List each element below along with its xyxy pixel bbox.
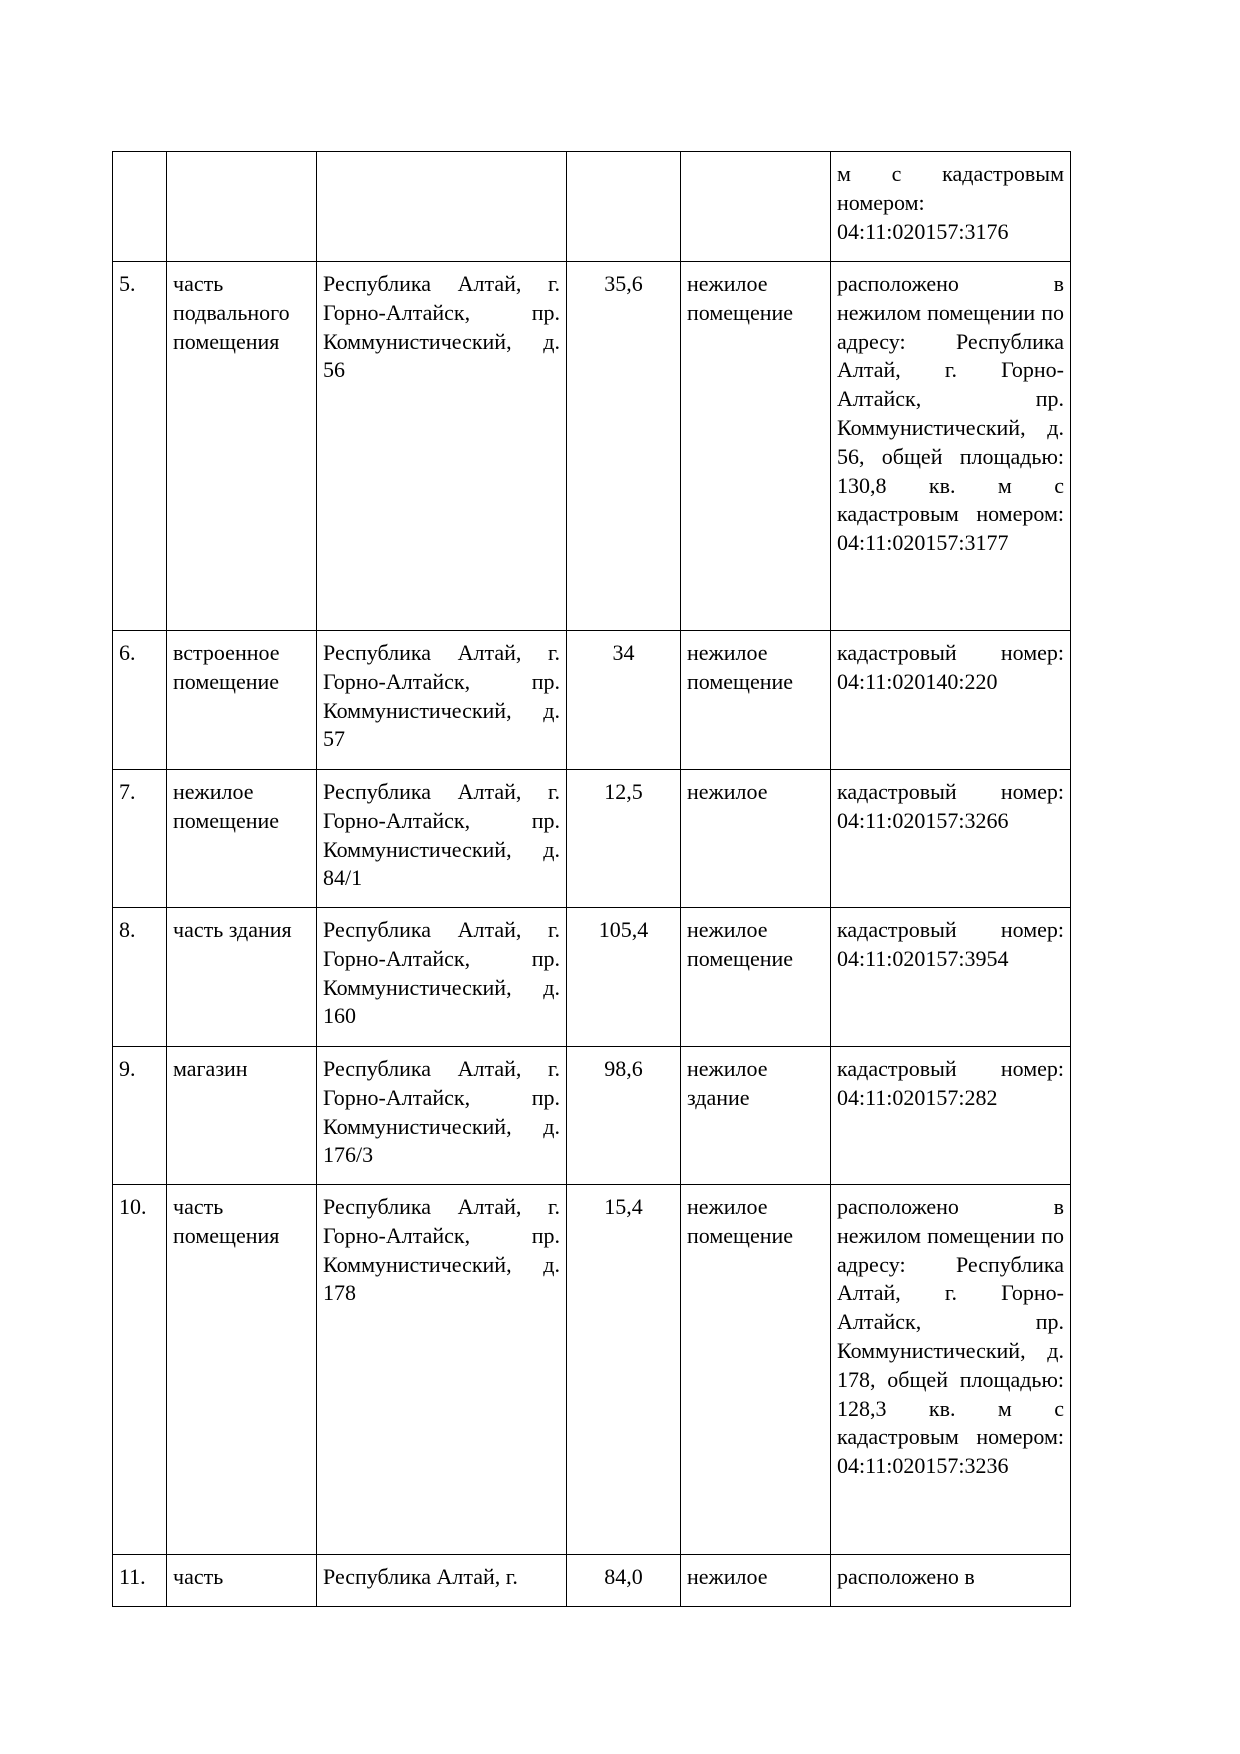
object-name: встроенное помещение (167, 631, 317, 770)
object-note: кадастровый номер: 04:11:020157:3954 (831, 908, 1071, 1047)
table-row (113, 631, 1071, 770)
table-row (113, 770, 1071, 908)
object-address: Республика Алтай, г. Горно-Алтайск, пр. Коммунистический, д. 178 (317, 1185, 567, 1555)
object-note: расположено в нежилом помещении по адресу: Республика Алтай, г. Горно-Алтайск, пр. Коммунистический, д. 56, общей площадью: 130,8 кв. м с кадастровым номером: 04:11:020157:3177 (831, 262, 1071, 631)
object-area: 34 (567, 631, 681, 770)
object-address: Республика Алтай, г. Горно-Алтайск, пр. Коммунистический, д. 176/3 (317, 1047, 567, 1185)
table-row (113, 152, 1071, 262)
row-number: 10. (113, 1185, 167, 1555)
object-type (681, 152, 831, 262)
object-type: нежилое (681, 1555, 831, 1607)
object-note: кадастровый номер: 04:11:020140:220 (831, 631, 1071, 770)
table-row (113, 262, 1071, 631)
object-name: часть (167, 1555, 317, 1607)
object-type: нежилое помещение (681, 631, 831, 770)
object-type: нежилое помещение (681, 908, 831, 1047)
object-type: нежилое помещение (681, 262, 831, 631)
object-area: 15,4 (567, 1185, 681, 1555)
object-address: Республика Алтай, г. Горно-Алтайск, пр. Коммунистический, д. 160 (317, 908, 567, 1047)
property-table (112, 151, 1071, 1607)
object-name (167, 152, 317, 262)
row-number: 7. (113, 770, 167, 908)
object-address: Республика Алтай, г. (317, 1555, 567, 1607)
object-area: 12,5 (567, 770, 681, 908)
object-type: нежилое (681, 770, 831, 908)
row-number: 8. (113, 908, 167, 1047)
object-address: Республика Алтай, г. Горно-Алтайск, пр. Коммунистический, д. 56 (317, 262, 567, 631)
row-number: 5. (113, 262, 167, 631)
table-row (113, 1047, 1071, 1185)
object-area: 35,6 (567, 262, 681, 631)
object-note: кадастровый номер: 04:11:020157:282 (831, 1047, 1071, 1185)
object-type: нежилое здание (681, 1047, 831, 1185)
object-address: Республика Алтай, г. Горно-Алтайск, пр. Коммунистический, д. 57 (317, 631, 567, 770)
object-note: кадастровый номер: 04:11:020157:3266 (831, 770, 1071, 908)
object-area: 98,6 (567, 1047, 681, 1185)
object-name: часть подвального помещения (167, 262, 317, 631)
object-area: 105,4 (567, 908, 681, 1047)
table-row (113, 1555, 1071, 1607)
object-address: Республика Алтай, г. Горно-Алтайск, пр. Коммунистический, д. 84/1 (317, 770, 567, 908)
object-name: часть здания (167, 908, 317, 1047)
object-area: 84,0 (567, 1555, 681, 1607)
object-note: расположено в нежилом помещении по адресу: Республика Алтай, г. Горно-Алтайск, пр. Коммунистический, д. 178, общей площадью: 128,3 кв. м с кадастровым номером: 04:11:020157:3236 (831, 1185, 1071, 1555)
object-name: нежилое помещение (167, 770, 317, 908)
object-note: м с кадастровым номером: 04:11:020157:3176 (831, 152, 1071, 262)
row-number (113, 152, 167, 262)
object-note: расположено в (831, 1555, 1071, 1607)
object-name: часть помещения (167, 1185, 317, 1555)
row-number: 11. (113, 1555, 167, 1607)
object-area (567, 152, 681, 262)
table-row (113, 1185, 1071, 1555)
row-number: 9. (113, 1047, 167, 1185)
table-row (113, 908, 1071, 1047)
object-type: нежилое помещение (681, 1185, 831, 1555)
object-name: магазин (167, 1047, 317, 1185)
row-number: 6. (113, 631, 167, 770)
object-address (317, 152, 567, 262)
